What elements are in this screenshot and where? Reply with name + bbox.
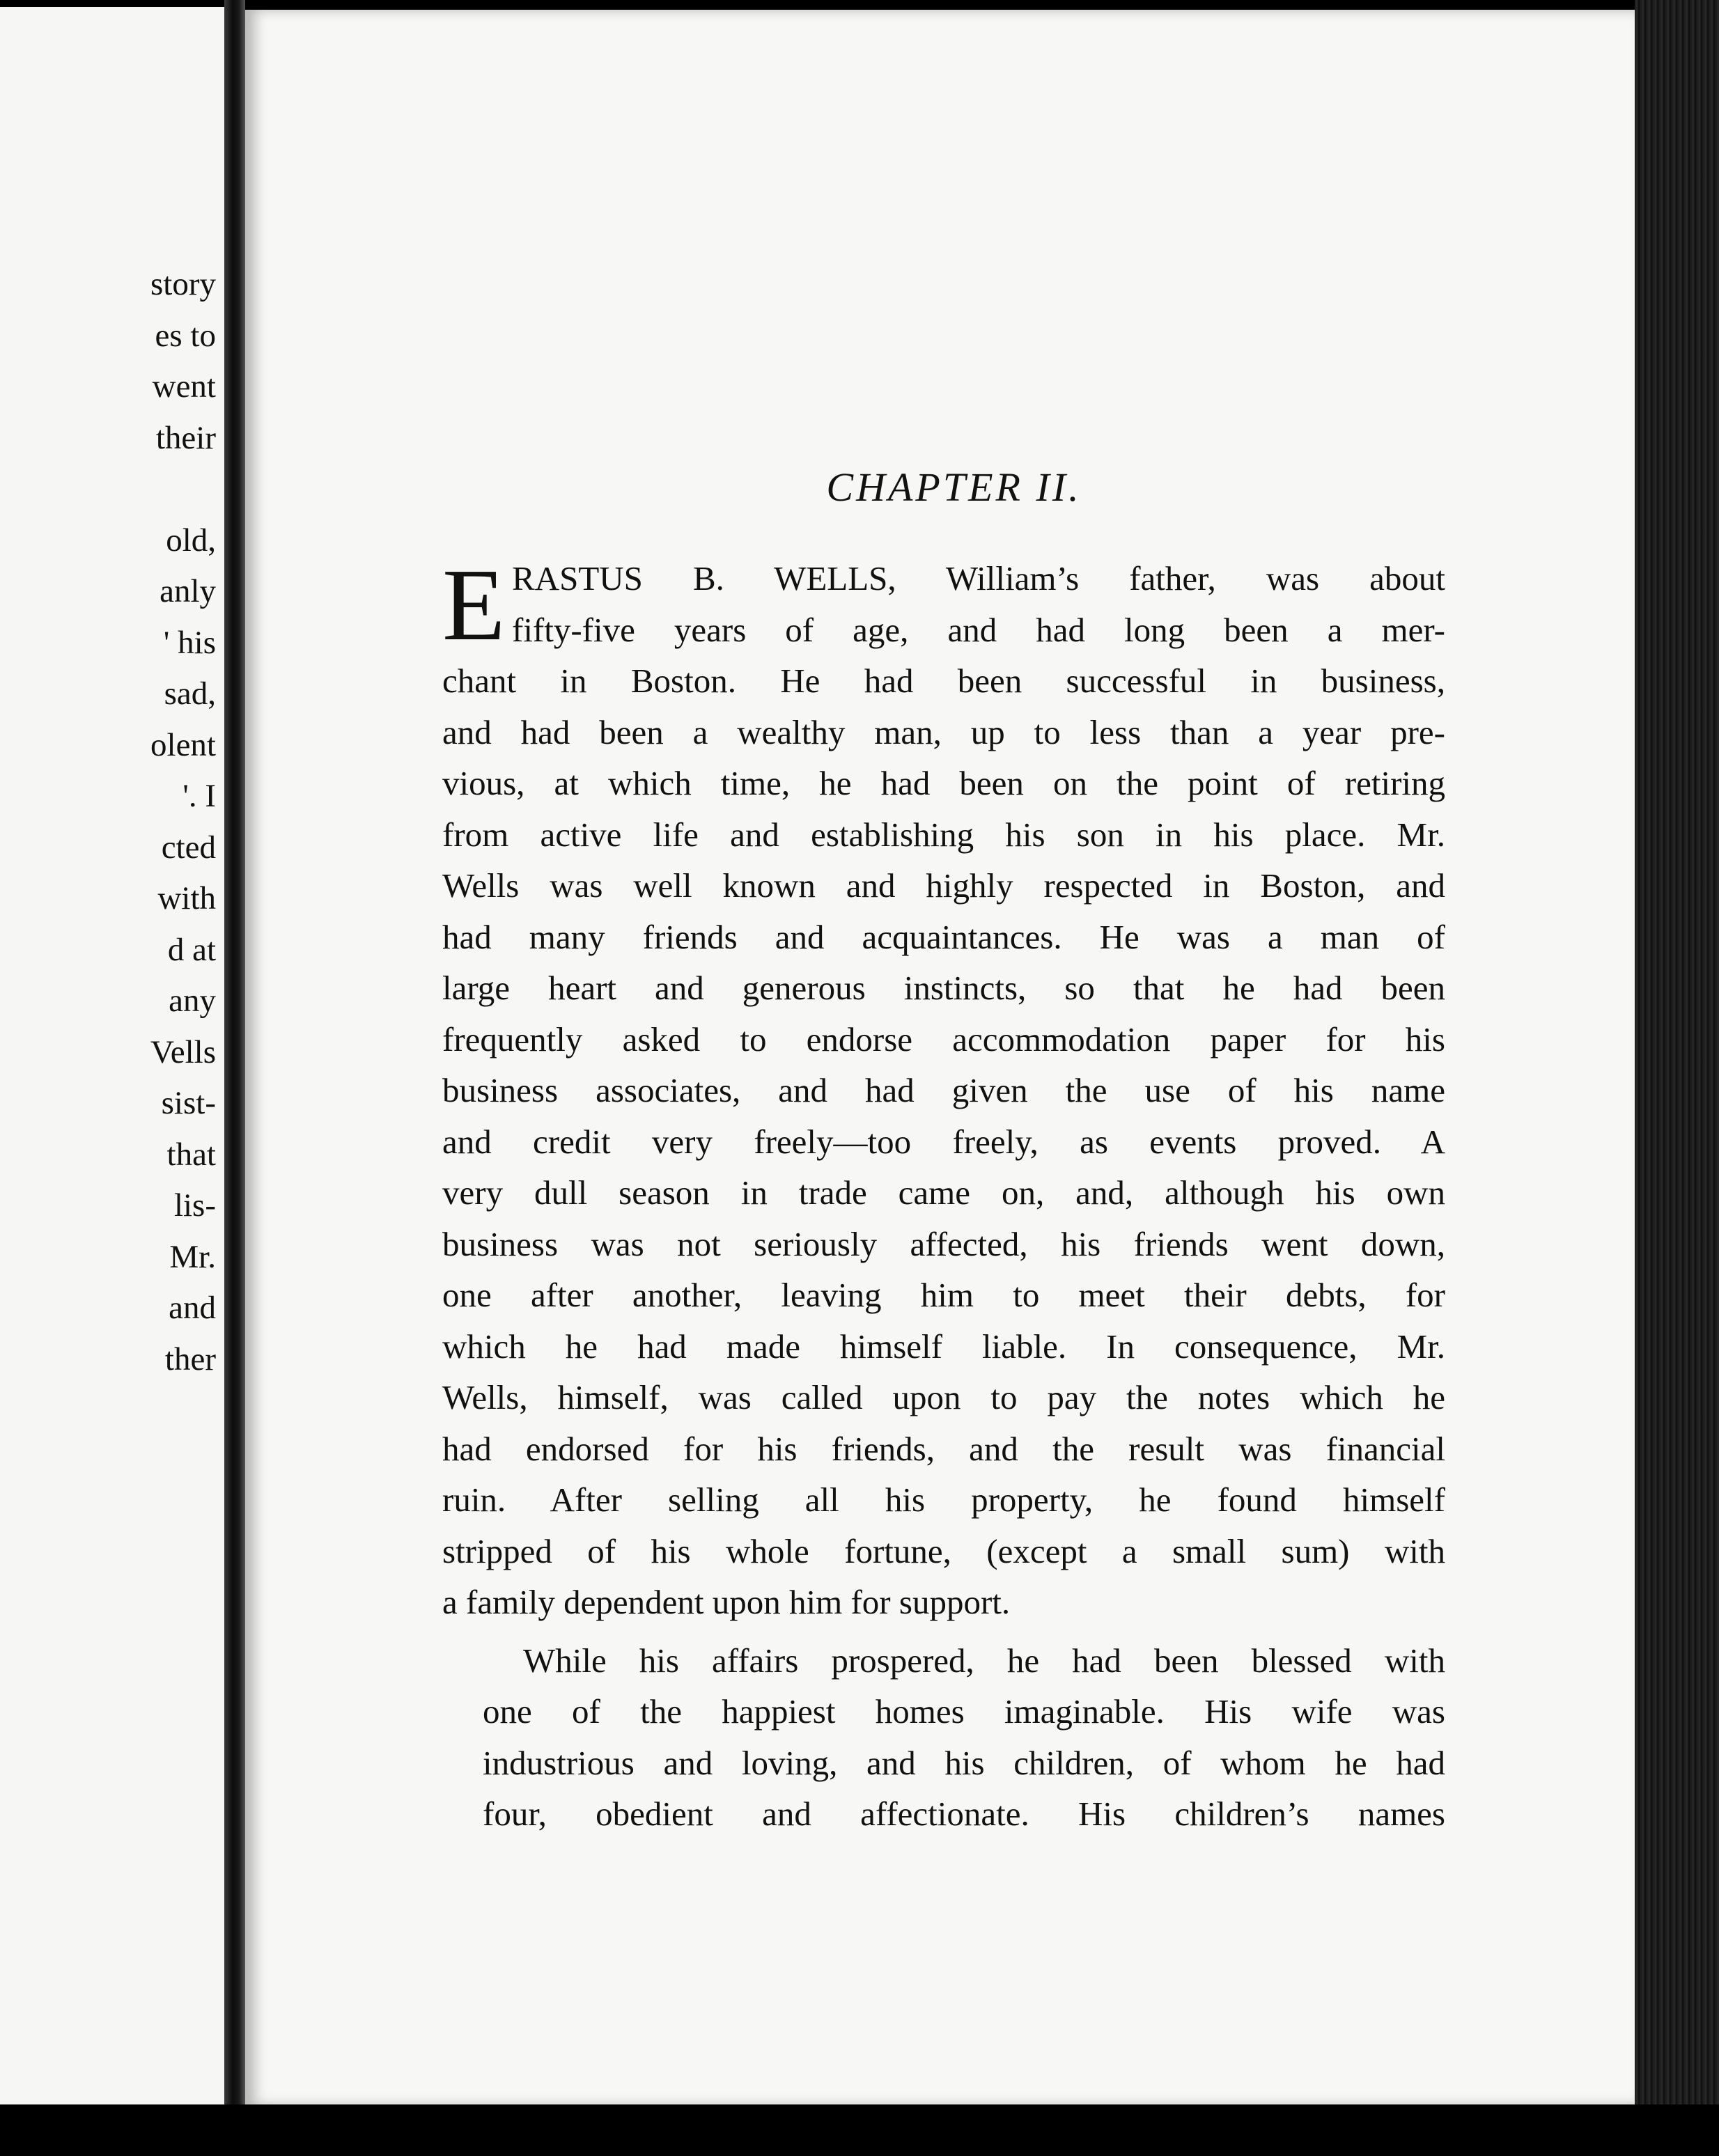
text-line: and credit very freely—too freely, as events proved. A — [442, 1122, 1445, 1161]
left-page-text-fragments — [56, 259, 216, 1385]
text-line: business associates, and had given the use of his name — [442, 1071, 1445, 1109]
text-line: fifty-five years of age, and had long been a mer- — [512, 610, 1445, 649]
left-fragment: sist- — [161, 1085, 216, 1121]
left-fragment: old, — [166, 522, 216, 558]
text-line: from active life and establishing his son in his place. Mr. — [442, 815, 1445, 854]
left-fragment: lis- — [173, 1187, 216, 1224]
text-line: industrious and loving, and his children, of whom he had — [483, 1743, 1445, 1782]
left-fragment: olent — [150, 726, 216, 763]
text-line: Wells was well known and highly respected in Boston, and — [442, 866, 1445, 905]
left-fragment: sad, — [164, 675, 216, 712]
left-fragment: d at — [167, 931, 216, 968]
chapter-title: CHAPTER II. — [826, 464, 1082, 510]
left-fragment: went — [152, 368, 216, 405]
text-line: large heart and generous instincts, so that he had been — [442, 969, 1445, 1007]
text-line: had many friends and acquaintances. He was a man of — [442, 917, 1445, 956]
paragraph-2 — [442, 1635, 1445, 1840]
text-line: a family dependent upon him for support. — [442, 1583, 1011, 1621]
left-fragment: '. I — [182, 778, 216, 814]
text-line: RASTUS B. WELLS, William’s father, was about — [512, 559, 1445, 597]
scan-bottom-border — [0, 2104, 1719, 2156]
text-line: four, obedient and affectionate. His children’s names — [483, 1795, 1445, 1833]
body-text — [442, 548, 1445, 1840]
text-line: chant in Boston. He had been successful in business, — [442, 662, 1445, 700]
text-line: one after another, leaving him to meet their debts, for — [442, 1276, 1445, 1314]
left-fragment: and — [169, 1290, 216, 1326]
text-line: stripped of his whole fortune, (except a small sum) with — [442, 1531, 1445, 1570]
text-line: had endorsed for his friends, and the result was financial — [442, 1429, 1445, 1468]
text-line: vious, at which time, he had been on the point of retiring — [442, 764, 1445, 802]
text-line: Wells, himself, was called upon to pay the notes which he — [442, 1378, 1445, 1416]
right-page — [245, 10, 1635, 2106]
left-fragment: cted — [161, 829, 216, 866]
paragraph-1 — [442, 548, 1445, 1628]
left-fragment: Vells — [150, 1033, 216, 1070]
left-fragment: es to — [155, 317, 216, 354]
text-line: frequently asked to endorse accommodation paper for his — [442, 1020, 1445, 1059]
text-line: and had been a wealthy man, up to less than a year pre- — [442, 712, 1445, 751]
book-edge — [1635, 0, 1719, 2156]
left-fragment: anly — [160, 573, 216, 609]
left-fragment: with — [157, 880, 216, 916]
book-gutter — [224, 0, 245, 2156]
left-fragment: that — [166, 1136, 216, 1173]
left-fragment: story — [150, 266, 216, 302]
text-line: very dull season in trade came on, and, although his own — [442, 1173, 1445, 1212]
left-facing-page — [0, 7, 224, 2104]
left-fragment: any — [169, 983, 216, 1019]
left-fragment: ther — [164, 1341, 216, 1377]
left-fragment: Mr. — [169, 1238, 216, 1275]
text-line: which he had made himself liable. In consequence, Mr. — [442, 1327, 1445, 1366]
text-line: business was not seriously affected, his friends went down, — [442, 1224, 1445, 1263]
text-line: ruin. After selling all his property, he found himself — [442, 1481, 1445, 1519]
text-line: one of the happiest homes imaginable. His wife was — [483, 1692, 1445, 1731]
left-fragment: their — [155, 419, 216, 456]
left-fragment — [56, 464, 216, 515]
text-line: While his affairs prospered, he had been blessed with — [523, 1641, 1445, 1680]
left-fragment: ' his — [163, 624, 216, 661]
drop-cap: E — [442, 548, 506, 662]
